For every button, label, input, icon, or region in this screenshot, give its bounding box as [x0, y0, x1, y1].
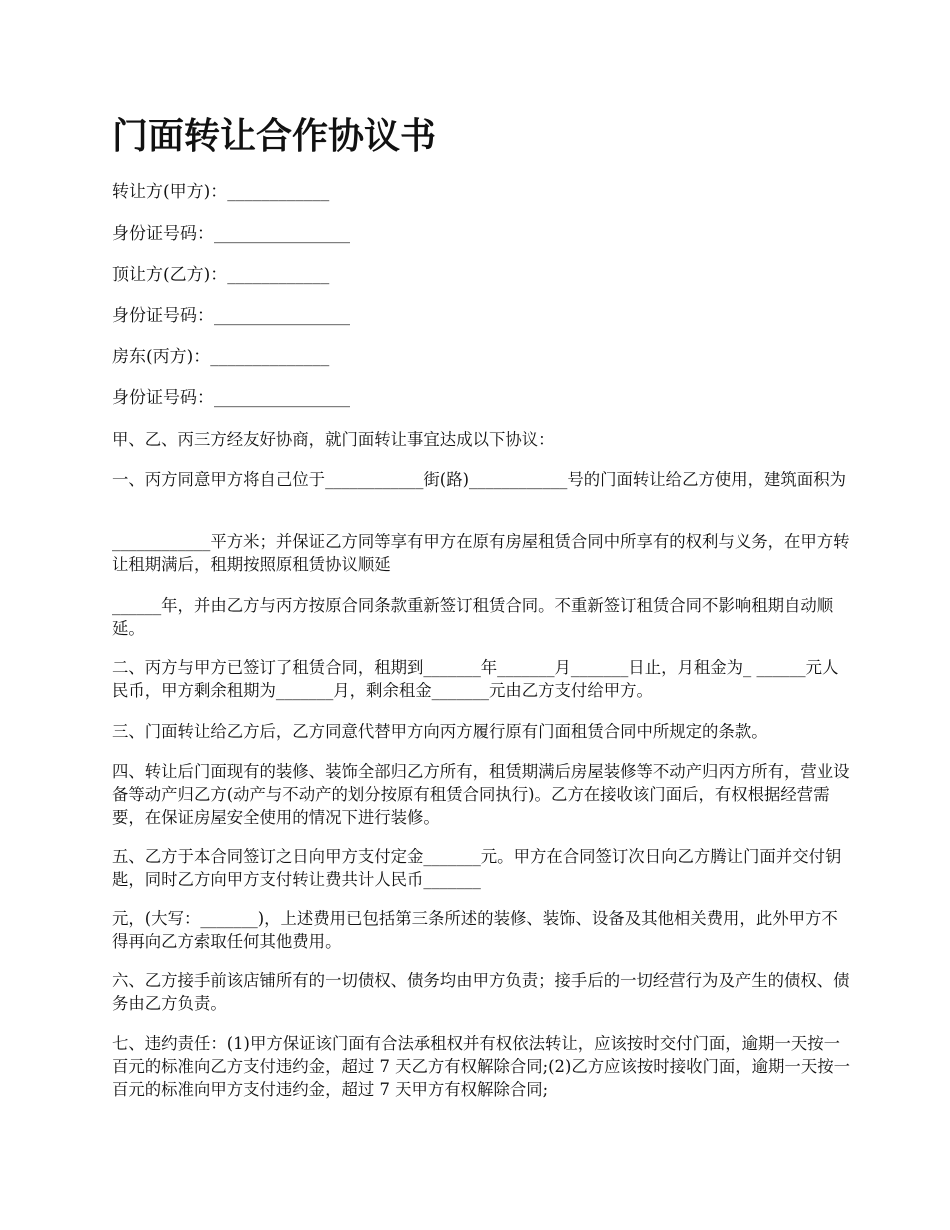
clause-1-paragraph: 一、丙方同意甲方将自己位于____________街(路)____________号的门面转让给乙方使用，建筑面积为 — [112, 470, 846, 489]
transferee-id-field — [112, 304, 350, 328]
transferor-id-blank: ________________ — [214, 224, 350, 244]
transferee-label: 顶让方(乙方)： — [112, 265, 228, 285]
preamble-paragraph: 甲、乙、丙三方经友好协商，就门面转让事宜达成以下协议： — [112, 430, 555, 449]
document-title: 门面转让合作协议书 — [112, 115, 437, 157]
clause-5-continued-paragraph: 元，(大写：_______)，上述费用已包括第三条所述的装修、装饰、设备及其他相关费用，此外甲方不得再向乙方索取任何其他费用。 — [112, 909, 838, 951]
transferor-id-label: 身份证号码： — [112, 224, 214, 244]
transferee-id-label: 身份证号码： — [112, 306, 214, 326]
clause-4-paragraph: 四、转让后门面现有的装修、装饰全部归乙方所有，租赁期满后房屋装修等不动产归丙方所有，营业设备等动产归乙方(动产与不动产的划分按原有租赁合同执行)。乙方在接收该门面后，有权根据经营需要，在保证房屋安全使用的情况下进行装修。 — [112, 762, 850, 827]
clause-5-paragraph: 五、乙方于本合同签订之日向甲方支付定金_______元。甲方在合同签订次日向乙方腾让门面并交付钥匙，同时乙方向甲方支付转让费共计人民币_______ — [112, 847, 842, 889]
landlord-id-blank: ________________ — [214, 388, 350, 408]
clause-7-paragraph: 七、违约责任：(1)甲方保证该门面有合法承租权并有权依法转让，应该按时交付门面，逾期一天按一百元的标准向乙方支付违约金，超过 7 天乙方有权解除合同;(2)乙方应该按时接收门面，逾期一天按一百元的标准向甲方支付违约金，超过 7 天甲方有权解除合同; — [112, 1034, 850, 1099]
landlord-field — [112, 345, 329, 369]
transferor-id-field — [112, 222, 350, 246]
landlord-id-field — [112, 386, 350, 410]
clause-1-extension-paragraph: ______年，并由乙方与丙方按原合同条款重新签订租赁合同。不重新签订租赁合同不影响租期自动顺延。 — [112, 596, 834, 638]
transferee-id-blank: ________________ — [214, 306, 350, 326]
clause-1-continued-paragraph: ____________平方米；并保证乙方同等享有甲方在原有房屋租赁合同中所享有的权利与义务，在甲方转让租期满后，租期按照原租赁协议顺延 — [112, 532, 850, 574]
transferor-label: 转让方(甲方)： — [112, 182, 228, 202]
clause-2-paragraph: 二、丙方与甲方已签订了租赁合同，租期到_______年_______月_______日止，月租金为_ ______元人民币，甲方剩余租期为_______月，剩余租金_______元由乙方支付给甲方。 — [112, 658, 839, 700]
landlord-label: 房东(丙方)： — [112, 347, 211, 367]
transferee-blank: ____________ — [227, 265, 330, 285]
transferor-field — [112, 180, 329, 204]
clause-3-paragraph: 三、门面转让给乙方后，乙方同意代替甲方向丙方履行原有门面租赁合同中所规定的条款。 — [112, 722, 768, 741]
landlord-blank: ______________ — [210, 347, 330, 367]
transferor-blank: ____________ — [227, 182, 330, 202]
landlord-id-label: 身份证号码： — [112, 388, 214, 408]
transferee-field — [112, 263, 329, 287]
clause-6-paragraph: 六、乙方接手前该店铺所有的一切债权、债务均由甲方负责；接手后的一切经营行为及产生的债权、债务由乙方负责。 — [112, 971, 850, 1013]
